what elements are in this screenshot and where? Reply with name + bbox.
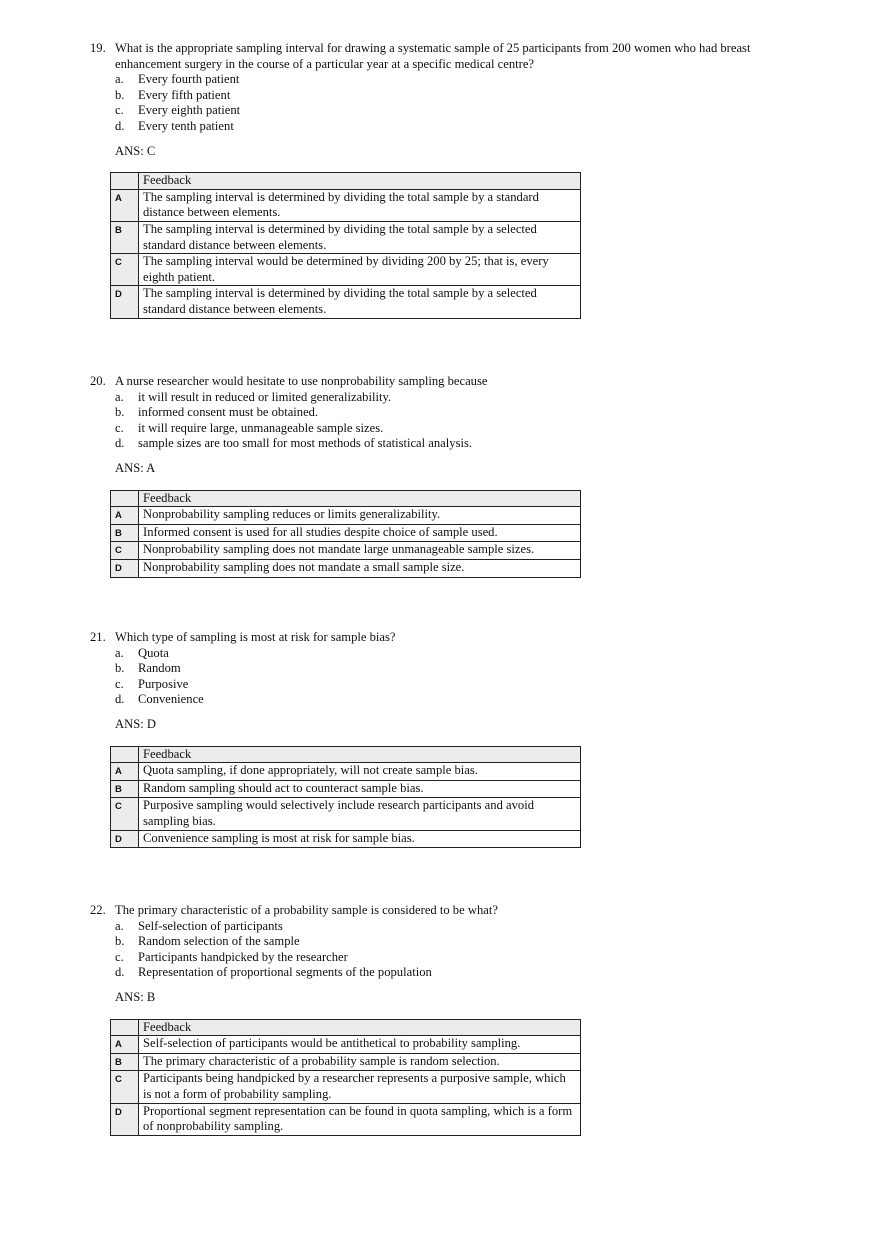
feedback-header: Feedback bbox=[139, 1019, 581, 1036]
option-a bbox=[115, 72, 810, 88]
feedback-text: Quota sampling, if done appropriately, will not create sample bias. bbox=[139, 763, 581, 781]
feedback-table bbox=[110, 1019, 581, 1136]
option-letter: c. bbox=[115, 420, 124, 435]
feedback-row-a bbox=[111, 763, 581, 781]
option-a bbox=[115, 919, 810, 935]
option-a bbox=[115, 646, 810, 662]
feedback-label: A bbox=[111, 1036, 139, 1054]
option-text: informed consent must be obtained. bbox=[138, 405, 319, 420]
feedback-text: Informed consent is used for all studies despite choice of sample used. bbox=[139, 524, 581, 542]
feedback-row-b bbox=[111, 221, 581, 253]
option-letter: b. bbox=[115, 934, 125, 949]
feedback-label: D bbox=[111, 1103, 139, 1135]
option-d bbox=[115, 436, 810, 452]
question-stem bbox=[90, 630, 810, 646]
option-c bbox=[115, 677, 810, 693]
feedback-corner-cell bbox=[111, 490, 139, 507]
option-c bbox=[115, 950, 810, 966]
question-number: 19. bbox=[90, 41, 106, 55]
option-d bbox=[115, 119, 810, 135]
option-text: Every fifth patient bbox=[138, 87, 231, 102]
question-text: The primary characteristic of a probability sample is considered to be what? bbox=[115, 903, 498, 917]
option-text: Every tenth patient bbox=[138, 118, 234, 133]
option-b bbox=[115, 934, 810, 950]
feedback-row-d bbox=[111, 286, 581, 318]
answer-key: ANS: C bbox=[115, 143, 156, 158]
feedback-table bbox=[110, 746, 581, 849]
feedback-row-d bbox=[111, 559, 581, 577]
option-text: sample sizes are too small for most methods of statistical analysis. bbox=[138, 436, 473, 451]
feedback-label: D bbox=[111, 830, 139, 848]
answer-options bbox=[115, 919, 810, 981]
feedback-table bbox=[110, 490, 581, 578]
option-letter: d. bbox=[115, 692, 125, 707]
option-text: it will require large, unmanageable sample sizes. bbox=[138, 420, 384, 435]
feedback-row-a bbox=[111, 189, 581, 221]
option-d bbox=[115, 965, 810, 981]
question-number: 22. bbox=[90, 903, 106, 917]
option-text: it will result in reduced or limited generalizability. bbox=[138, 389, 392, 404]
feedback-label: B bbox=[111, 221, 139, 253]
feedback-text: The sampling interval is determined by dividing the total sample by a standard distance between elements. bbox=[139, 189, 581, 221]
feedback-row-a bbox=[111, 1036, 581, 1054]
feedback-label: D bbox=[111, 559, 139, 577]
option-letter: c. bbox=[115, 103, 124, 118]
option-b bbox=[115, 405, 810, 421]
feedback-header-row bbox=[111, 746, 581, 763]
question-19 bbox=[90, 41, 810, 319]
feedback-label: D bbox=[111, 286, 139, 318]
feedback-corner-cell bbox=[111, 173, 139, 190]
option-text: Participants handpicked by the researcher bbox=[138, 949, 348, 964]
feedback-label: C bbox=[111, 254, 139, 286]
feedback-header-row bbox=[111, 1019, 581, 1036]
feedback-table bbox=[110, 172, 581, 318]
question-stem bbox=[90, 374, 810, 390]
option-letter: c. bbox=[115, 676, 124, 691]
option-letter: a. bbox=[115, 645, 124, 660]
option-text: Purposive bbox=[138, 676, 189, 691]
option-letter: d. bbox=[115, 965, 125, 980]
answer-options bbox=[115, 72, 810, 134]
feedback-header-row bbox=[111, 173, 581, 190]
option-d bbox=[115, 692, 810, 708]
question-21 bbox=[90, 630, 810, 848]
option-letter: c. bbox=[115, 949, 124, 964]
option-letter: a. bbox=[115, 389, 124, 404]
feedback-header: Feedback bbox=[139, 173, 581, 190]
option-text: Quota bbox=[138, 645, 169, 660]
option-text: Every eighth patient bbox=[138, 103, 241, 118]
option-letter: b. bbox=[115, 405, 125, 420]
feedback-text: The primary characteristic of a probability sample is random selection. bbox=[139, 1053, 581, 1071]
answer-options bbox=[115, 646, 810, 708]
feedback-text: Nonprobability sampling does not mandate a small sample size. bbox=[139, 559, 581, 577]
feedback-row-d bbox=[111, 830, 581, 848]
feedback-row-c bbox=[111, 1071, 581, 1103]
question-text: What is the appropriate sampling interval for drawing a systematic sample of 25 participants from 200 women who had breast enhancement surgery in the course of a particular year at a specific medical centre? bbox=[115, 41, 751, 71]
option-text: Representation of proportional segments of the population bbox=[138, 965, 432, 980]
question-number: 21. bbox=[90, 630, 106, 644]
answer-options bbox=[115, 390, 810, 452]
feedback-corner-cell bbox=[111, 746, 139, 763]
answer-key: ANS: A bbox=[115, 460, 156, 475]
option-text: Random bbox=[138, 661, 181, 676]
feedback-row-b bbox=[111, 780, 581, 798]
option-b bbox=[115, 88, 810, 104]
option-text: Self-selection of participants bbox=[138, 918, 283, 933]
feedback-row-c bbox=[111, 254, 581, 286]
question-text: Which type of sampling is most at risk for sample bias? bbox=[115, 630, 396, 644]
feedback-label: A bbox=[111, 763, 139, 781]
answer-key: ANS: D bbox=[115, 716, 156, 731]
question-number: 20. bbox=[90, 374, 106, 388]
question-text: A nurse researcher would hesitate to use nonprobability sampling because bbox=[115, 374, 488, 388]
feedback-text: Random sampling should act to counteract sample bias. bbox=[139, 780, 581, 798]
answer-key: ANS: B bbox=[115, 989, 156, 1004]
feedback-row-b bbox=[111, 1053, 581, 1071]
feedback-text: The sampling interval is determined by dividing the total sample by a selected standard distance between elements. bbox=[139, 286, 581, 318]
question-20 bbox=[90, 374, 810, 578]
option-text: Every fourth patient bbox=[138, 72, 240, 87]
feedback-label: B bbox=[111, 780, 139, 798]
feedback-label: C bbox=[111, 1071, 139, 1103]
option-letter: a. bbox=[115, 918, 124, 933]
feedback-text: Self-selection of participants would be antithetical to probability sampling. bbox=[139, 1036, 581, 1054]
feedback-label: C bbox=[111, 798, 139, 830]
feedback-text: The sampling interval would be determined by dividing 200 by 25; that is, every eighth patient. bbox=[139, 254, 581, 286]
feedback-text: Nonprobability sampling does not mandate large unmanageable sample sizes. bbox=[139, 542, 581, 560]
feedback-label: B bbox=[111, 1053, 139, 1071]
feedback-corner-cell bbox=[111, 1019, 139, 1036]
feedback-row-c bbox=[111, 798, 581, 830]
feedback-row-a bbox=[111, 507, 581, 525]
feedback-row-b bbox=[111, 524, 581, 542]
option-text: Convenience bbox=[138, 692, 204, 707]
feedback-label: A bbox=[111, 507, 139, 525]
feedback-text: Nonprobability sampling reduces or limits generalizability. bbox=[139, 507, 581, 525]
option-c bbox=[115, 421, 810, 437]
option-letter: d. bbox=[115, 118, 125, 133]
feedback-text: Purposive sampling would selectively include research participants and avoid sampling bias. bbox=[139, 798, 581, 830]
feedback-text: Convenience sampling is most at risk for sample bias. bbox=[139, 830, 581, 848]
question-stem bbox=[90, 41, 810, 72]
feedback-header: Feedback bbox=[139, 746, 581, 763]
option-letter: b. bbox=[115, 661, 125, 676]
feedback-row-c bbox=[111, 542, 581, 560]
feedback-text: Proportional segment representation can be found in quota sampling, which is a form of nonprobability sampling. bbox=[139, 1103, 581, 1135]
option-text: Random selection of the sample bbox=[138, 934, 300, 949]
option-letter: b. bbox=[115, 87, 125, 102]
question-stem bbox=[90, 903, 810, 919]
feedback-text: Participants being handpicked by a researcher represents a purposive sample, which is not a form of probability sampling. bbox=[139, 1071, 581, 1103]
option-letter: d. bbox=[115, 436, 125, 451]
feedback-text: The sampling interval is determined by dividing the total sample by a selected standard distance between elements. bbox=[139, 221, 581, 253]
feedback-row-d bbox=[111, 1103, 581, 1135]
feedback-header-row bbox=[111, 490, 581, 507]
option-c bbox=[115, 103, 810, 119]
question-22 bbox=[90, 903, 810, 1136]
feedback-label: C bbox=[111, 542, 139, 560]
feedback-header: Feedback bbox=[139, 490, 581, 507]
feedback-label: A bbox=[111, 189, 139, 221]
option-b bbox=[115, 661, 810, 677]
option-letter: a. bbox=[115, 72, 124, 87]
option-a bbox=[115, 390, 810, 406]
feedback-label: B bbox=[111, 524, 139, 542]
